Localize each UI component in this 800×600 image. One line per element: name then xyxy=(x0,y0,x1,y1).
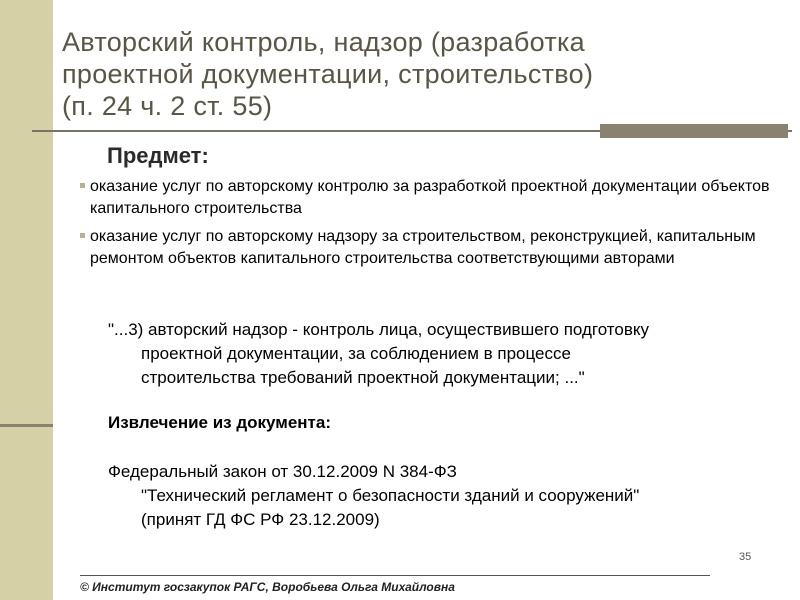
law-line: Федеральный закон от 30.12.2009 N 384-ФЗ xyxy=(108,462,457,481)
bullet-item xyxy=(80,176,780,220)
bullet-item xyxy=(80,226,780,270)
law-quote xyxy=(108,318,768,390)
quote-line: "...3) авторский надзор - контроль лица, осуществившего подготовку xyxy=(108,320,650,339)
law-line: (принят ГД ФС РФ 23.12.2009) xyxy=(141,510,380,529)
quote-line: строительства требований проектной документации; ..." xyxy=(141,368,585,387)
left-bar-divider xyxy=(0,424,53,427)
bullet-text: оказание услуг по авторскому надзору за строительством, реконструкцией, капитальным ремонтом объектов капитального строительства соответствующими авторами xyxy=(90,228,756,267)
page-number: 35 xyxy=(739,551,752,563)
square-bullet-icon xyxy=(80,183,85,188)
left-decorative-bar xyxy=(0,0,53,600)
law-line: "Технический регламент о безопасности зданий и сооружений" xyxy=(141,486,640,505)
title-line: (п. 24 ч. 2 ст. 55) xyxy=(62,91,273,121)
quote-line: проектной документации, за соблюдением в процессе xyxy=(141,344,571,363)
bullet-text: оказание услуг по авторскому контролю за разработкой проектной документации объектов капитального строительства xyxy=(90,178,770,217)
subject-heading: Предмет: xyxy=(107,143,209,168)
title-line: Авторский контроль, надзор (разработка xyxy=(62,27,586,57)
law-reference xyxy=(108,460,768,532)
footer-copyright: © Институт госзакупок РАГС, Воробьева Ольга Михайловна xyxy=(80,580,455,594)
title-divider-accent xyxy=(600,124,788,138)
square-bullet-icon xyxy=(80,233,85,238)
slide-title xyxy=(62,26,782,122)
bullet-list xyxy=(80,176,780,276)
extract-heading: Извлечение из документа: xyxy=(108,413,332,432)
footer-divider xyxy=(80,575,710,576)
title-line: проектной документации, строительство) xyxy=(62,59,594,89)
